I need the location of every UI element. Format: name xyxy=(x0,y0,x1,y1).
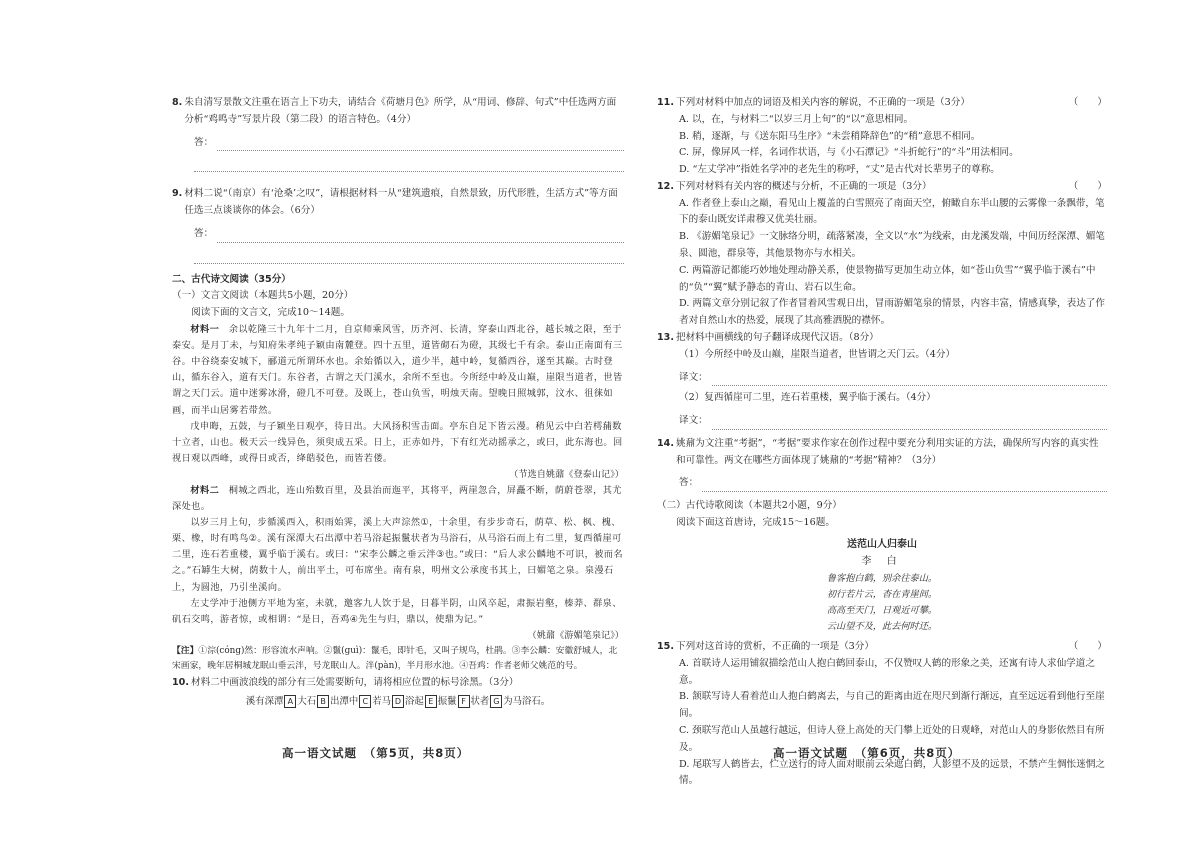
question-11 xyxy=(657,95,1107,179)
question-number: 12. xyxy=(657,180,674,192)
material-text: 余以乾隆三十九年十二月，自京师乘风雪，历齐河、长清，穿泰山西北谷，越长城之限，至于泰安。是月丁未，与知府朱孝纯子颖由南麓登。四十五里，道皆砌石为磴，其级七千有余。泰山正南面有三谷。中谷绕泰安城下，郦道元所谓环水也。余始循以入，道少半，越中岭，复循西谷，遂至其巅。古时登山，循东谷入，道有天门。东谷者，古谓之天门溪水，余所不至也。今所经中岭及山巅，崖限当道者，世皆谓之天门云。道中迷雾冰滑，磴几不可登。及既上，苍山负雪，明烛天南。望晚日照城郭，汶水、徂徕如画，而半山居雾若带然。 xyxy=(172,324,623,416)
question-number: 15. xyxy=(657,641,674,653)
answer-line xyxy=(217,138,624,151)
break-box-f[interactable]: F xyxy=(458,695,470,708)
punctuation-boxes[interactable] xyxy=(172,694,624,710)
question-15 xyxy=(657,639,1107,790)
answer-label: 答： xyxy=(679,477,699,489)
material-2-paragraph-1 xyxy=(172,483,624,515)
segment-text: 振鬣 xyxy=(437,696,457,708)
question-text: 下列对这首诗的赏析，不正确的一项是（3分） xyxy=(676,641,874,653)
material-1-paragraph-2: 戊申晦，五鼓，与子颖坐日观亭，待日出。大风扬积雪击面。亭东自足下皆云漫。稍见云中白若樗蒱数十立者，山也。极天云一线异色，须臾成五采。日上，正赤如丹，下有红光动摇承之，或曰，此东海也。回视日观以西峰，或得日或否，绛皓驳色，而皆若偻。 xyxy=(172,420,623,464)
answer-line xyxy=(194,243,624,264)
poem-author: 李 白 xyxy=(861,556,903,568)
question-text: 下列对材料中加点的词语及相关内容的解说，不正确的一项是（3分） xyxy=(676,97,970,108)
question-number: 10. xyxy=(172,676,189,688)
poem-line: 鲁客抱白鹤，别余往泰山。 xyxy=(826,572,938,584)
answer-paren[interactable]: （ ） xyxy=(1068,97,1107,108)
instruction: 阅读下面这首唐诗，完成15～16题。 xyxy=(676,516,835,528)
question-number: 9. xyxy=(172,188,183,200)
answer-label: 答： xyxy=(194,227,214,239)
option-b: B. 颔联写诗人看着范山人抱白鹤离去，与自己的距离由近在咫尺到渐行渐远，直至远远看到他行至崖间。 xyxy=(679,691,1105,720)
answer-paren[interactable]: （ ） xyxy=(1068,180,1107,192)
question-9 xyxy=(172,186,624,220)
question-text: 材料二中画波浪线的部分有三处需要断句，请将相应位置的标号涂黑。（3分） xyxy=(191,676,519,688)
left-page xyxy=(172,95,624,711)
question-text: 把材料中画横线的句子翻译成现代汉语。（8分） xyxy=(676,331,879,343)
poem-line: 云山望不及，此去何时还。 xyxy=(826,621,938,633)
option-d: D. 尾联写人鹤皆去，伫立送行的诗人面对眼前云朵遮白鹤，人影望不及的远景，不禁产生惆怅迷惘之情。 xyxy=(679,758,1105,787)
segment-text: 为马浴石。 xyxy=(503,696,551,708)
segment-text: 浴起 xyxy=(405,696,424,708)
right-page xyxy=(657,95,1107,790)
answer-area-9[interactable] xyxy=(194,226,624,243)
note-label: 【注】 xyxy=(172,645,199,656)
segment-text: 大石 xyxy=(297,696,317,708)
question-number: 11. xyxy=(657,97,674,108)
segment-text: 出潭中 xyxy=(330,696,359,708)
break-box-g[interactable]: G xyxy=(490,695,502,708)
break-box-a[interactable]: A xyxy=(284,695,296,708)
annotation xyxy=(172,644,624,675)
translation-area-2[interactable] xyxy=(679,413,1107,430)
answer-line xyxy=(217,230,624,243)
question-10 xyxy=(172,675,624,692)
subsection-heading: （二）古代诗歌阅读（本题共2小题，9分） xyxy=(657,500,842,512)
option-a: A. 作者登上泰山之巅，看见山上覆盖的白雪照亮了南面天空，俯瞰自东半山腰的云雾像一条飘带，笔下的泰山既安详肃穆又优美壮丽。 xyxy=(679,197,1105,226)
translation-label: 译文： xyxy=(679,371,708,383)
break-box-e[interactable]: E xyxy=(425,695,437,708)
question-text: 姚鼐为文注重“考据”，“考据”要求作家在创作过程中要充分利用实证的方法，确保所写内容的真实性和可靠性。两文在哪些方面体现了姚鼐的“考据”精神？（3分） xyxy=(676,437,1099,466)
question-number: 8. xyxy=(172,97,183,108)
poem-line: 高高至天门，日观近可攀。 xyxy=(826,604,938,616)
translation-area-1[interactable] xyxy=(679,370,1107,387)
source-citation: （姚鼐《游媚笔泉记》） xyxy=(527,629,624,641)
note-text: ①淙(cóng)然：形容流水声响。②鬣(guì)：鬣毛，即针毛，又叫子规鸟，杜鹃。③李公麟：安徽舒城人，北宋画家，晚年居桐城龙眠山垂云泮，号龙眠山人。泮(pàn)，半月形水池。④吾鸡：作者老师父姚范的号。 xyxy=(172,645,618,672)
page-footer: 高一语文试题 （第6页，共8页） xyxy=(773,746,961,760)
option-c: C. 颈联写范山人虽越行越远，但诗人登上高处的天门攀上近处的日观峰，对范山人的身影依然目有所及。 xyxy=(679,725,1105,753)
option-d: D. 两篇文章分别记叙了作者冒着风雪观日出，冒雨游媚笔泉的情景，内容丰富，情感真挚，表达了作者对自然山水的热爱，展现了其高雅洒脱的襟怀。 xyxy=(679,298,1105,327)
material-2-paragraph-2: 以岁三月上旬，步循溪西入，积雨始霁，溪上大声淙然①，十余里，有步步奇石，荫草、松、枫、槐、栗、橡，时有鸣鸟②。溪有深潭大石出潭中若马浴起振鬣状者为马浴石，从马浴石而上有二里，复西循崖可二里，连石若重楼，翼乎临于溪右。或曰：“宋李公麟之垂云泮③也。”或曰：“后人求公麟地不可识，被而名之。”石罅生大树，荫数十人，前出平土，可布席坐。南有泉，明州文公承度书其上，曰媚笔之泉。泉漫石上，为圆池，乃引坐溪向。 xyxy=(172,517,623,593)
translation-label: 译文： xyxy=(679,415,708,427)
break-box-c[interactable]: C xyxy=(359,695,371,708)
question-number: 13. xyxy=(657,331,674,343)
option-a: A. 以，在，与材料二“以岁三月上旬”的“以”意思相同。 xyxy=(679,113,914,125)
question-14 xyxy=(657,436,1107,470)
poem-title: 送范山人归泰山 xyxy=(847,538,917,550)
answer-line xyxy=(712,417,1107,430)
subsection-heading: （一）文言文阅读（本题共5小题，20分） xyxy=(172,290,354,302)
sentence-2: （2）复西循崖可二里，连石若重楼，翼乎临于溪右。（4分） xyxy=(679,392,936,404)
option-d: D. “左丈学冲”指姓名学冲的老先生的称呼，“丈”是古代对长辈男子的尊称。 xyxy=(679,164,1000,176)
question-text: 朱自清写景散文注重在语言上下功夫，请结合《荷塘月色》所学，从“用词、修辞、句式”中任选两方面分析“鸡鸣寺”写景片段（第二段）的语言特色。（4分） xyxy=(184,97,617,125)
question-text: 下列对材料有关内容的概述与分析，不正确的一项是（3分） xyxy=(676,180,932,192)
material-text: 桐城之西北，连山殆数百里，及县治而迤平，其将平，两崖忽合，屏矗不断，荫蔚苍翠，其尤深处也。 xyxy=(172,484,622,513)
material-2-paragraph-3: 左丈学冲于池侧方平地为室，未就，邀客九人饮于是，日暮半阴，山风卒起，肃振岩壑，榛莽、群泉、矶石交鸣，游者惊，或相谓：“是日，吾鸡④先生与归，鼎以，使鼎为记。” xyxy=(172,597,622,625)
material-1-paragraph-1 xyxy=(172,322,624,419)
instruction: 阅读下面的文言文，完成10～14题。 xyxy=(191,307,350,319)
option-c: C. 两篇游记都能巧妙地处理动静关系，使景物描写更加生动立体，如“苍山负雪”“翼乎临于溪右”中的“负”“翼”赋予静态的青山、岩石以生命。 xyxy=(679,264,1096,293)
page-footer: 高一语文试题 （第5页，共8页） xyxy=(282,746,470,760)
poem-line: 初行若片云，杳在青崖间。 xyxy=(826,588,938,600)
sentence-1: （1）今所经中岭及山巅，崖限当道者，世皆谓之天门云。（4分） xyxy=(679,348,956,360)
material-label: 材料二 xyxy=(190,484,220,496)
option-b: B. 《游媚笔泉记》一文脉络分明，疏落紧凑，全文以“水”为线索，由龙溪发端，中间历经深潭、媚笔泉、圆池，群泉等，其他景物亦与水相关。 xyxy=(679,231,1105,260)
option-c: C. 屏，像屏风一样，名词作状语，与《小石潭记》“斗折蛇行”的“斗”用法相同。 xyxy=(679,147,1019,159)
answer-paren[interactable]: （ ） xyxy=(1068,641,1107,653)
break-box-d[interactable]: D xyxy=(392,695,404,708)
answer-line xyxy=(194,151,624,172)
question-13 xyxy=(657,330,1107,347)
source-citation: （节选自姚鼐《登泰山记》） xyxy=(509,468,624,480)
question-text: 材料二说“（南京）有‘沧桑’之叹”，请根据材料一从“建筑遗痕，自然景致，历代形胜，生活方式”等方面任选三点谈谈你的体会。（6分） xyxy=(184,188,618,217)
answer-area-14[interactable] xyxy=(679,475,1107,492)
material-label: 材料一 xyxy=(190,324,220,336)
answer-area-8[interactable] xyxy=(194,135,624,152)
segment-text: 状者 xyxy=(470,696,490,708)
question-number: 14. xyxy=(657,437,674,449)
question-8 xyxy=(172,95,624,129)
segment-text: 溪有深潭 xyxy=(245,696,284,708)
answer-label: 答： xyxy=(194,136,214,148)
option-a: A. 首联诗人运用铺叙描绘范山人抱白鹤回泰山，不仅赞叹人鹤的形象之美，还寓有诗人求仙学道之意。 xyxy=(679,657,1095,686)
option-b: B. 稍，逐渐，与《送东阳马生序》“未尝稍降辞色”的“稍”意思不相同。 xyxy=(679,130,981,142)
break-box-b[interactable]: B xyxy=(317,695,329,708)
answer-line xyxy=(712,373,1107,386)
question-12 xyxy=(657,179,1107,330)
answer-line xyxy=(702,479,1107,492)
section-heading: 二、古代诗文阅读（35分） xyxy=(172,273,291,285)
segment-text: 若马 xyxy=(372,696,391,708)
